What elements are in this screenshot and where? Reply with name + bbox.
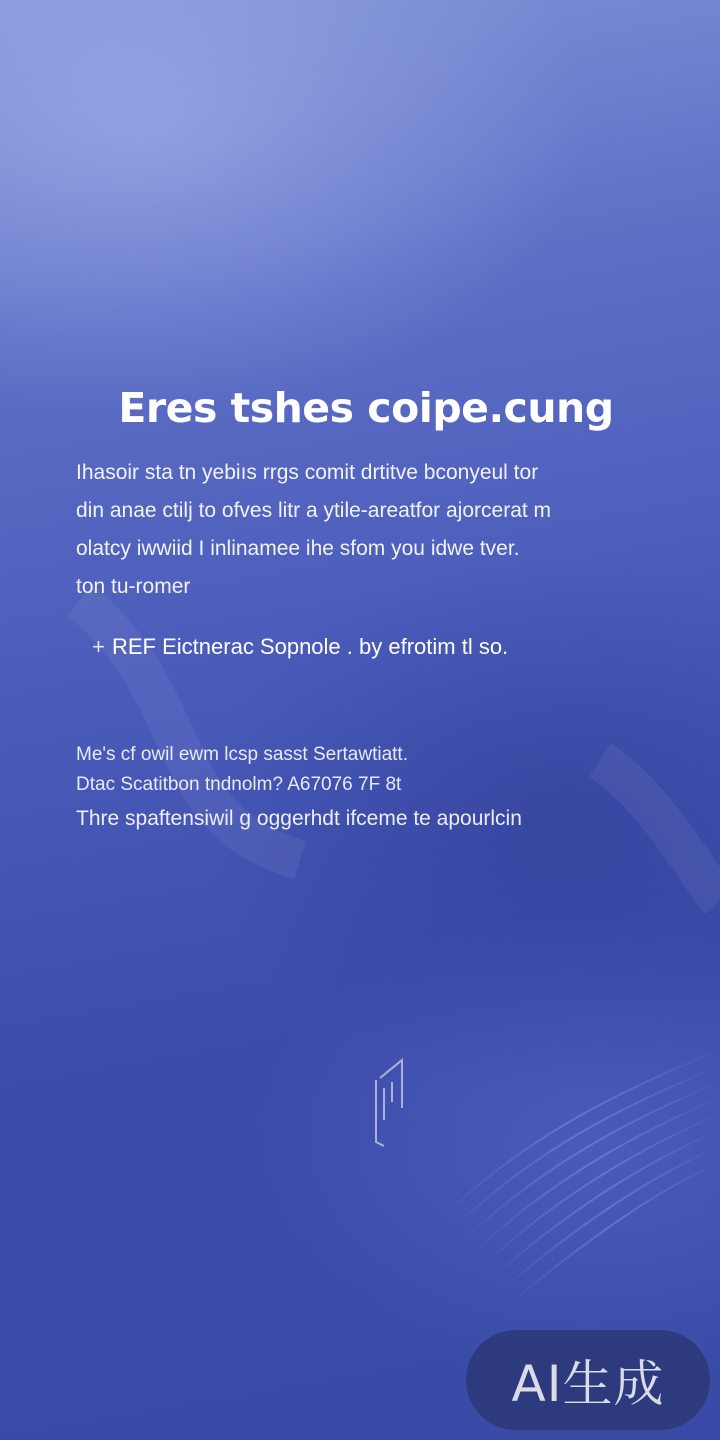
main-content (76, 384, 656, 662)
details-line: Thre spaftensiwil g oggerhdt ifceme te apourlcin (76, 807, 522, 830)
details-line: Dtac Scatitbon tndnolm? A67076 7F 8t (76, 774, 402, 795)
intro-line: olatcy iwwiid I inlinamee ihe sfom you idwe tver. (76, 537, 520, 560)
page-title: Eres tshes coipe.cung (118, 384, 614, 432)
intro-paragraph (76, 454, 656, 606)
bullet-text: REF Eictnerac Sopnole . by efrotim tl so. (112, 634, 509, 659)
stylus-tablet-icon (370, 1058, 408, 1150)
bullet-marker: + (92, 634, 105, 659)
intro-line: din anae ctilj to ofves litr a ytile-areatfor ajorcerat m (76, 499, 552, 522)
intro-line: Ihasoir sta tn yebiıs rrgs comit drtitve bconyeul tor (76, 461, 539, 484)
intro-line: ton tu-romer (76, 575, 191, 598)
details-line: Me's cf owil ewm lcsp sasst Sertawtiatt. (76, 744, 408, 765)
bullet-item (92, 632, 656, 662)
details-block (76, 740, 676, 838)
ai-generated-badge: AI生成 (466, 1330, 710, 1430)
